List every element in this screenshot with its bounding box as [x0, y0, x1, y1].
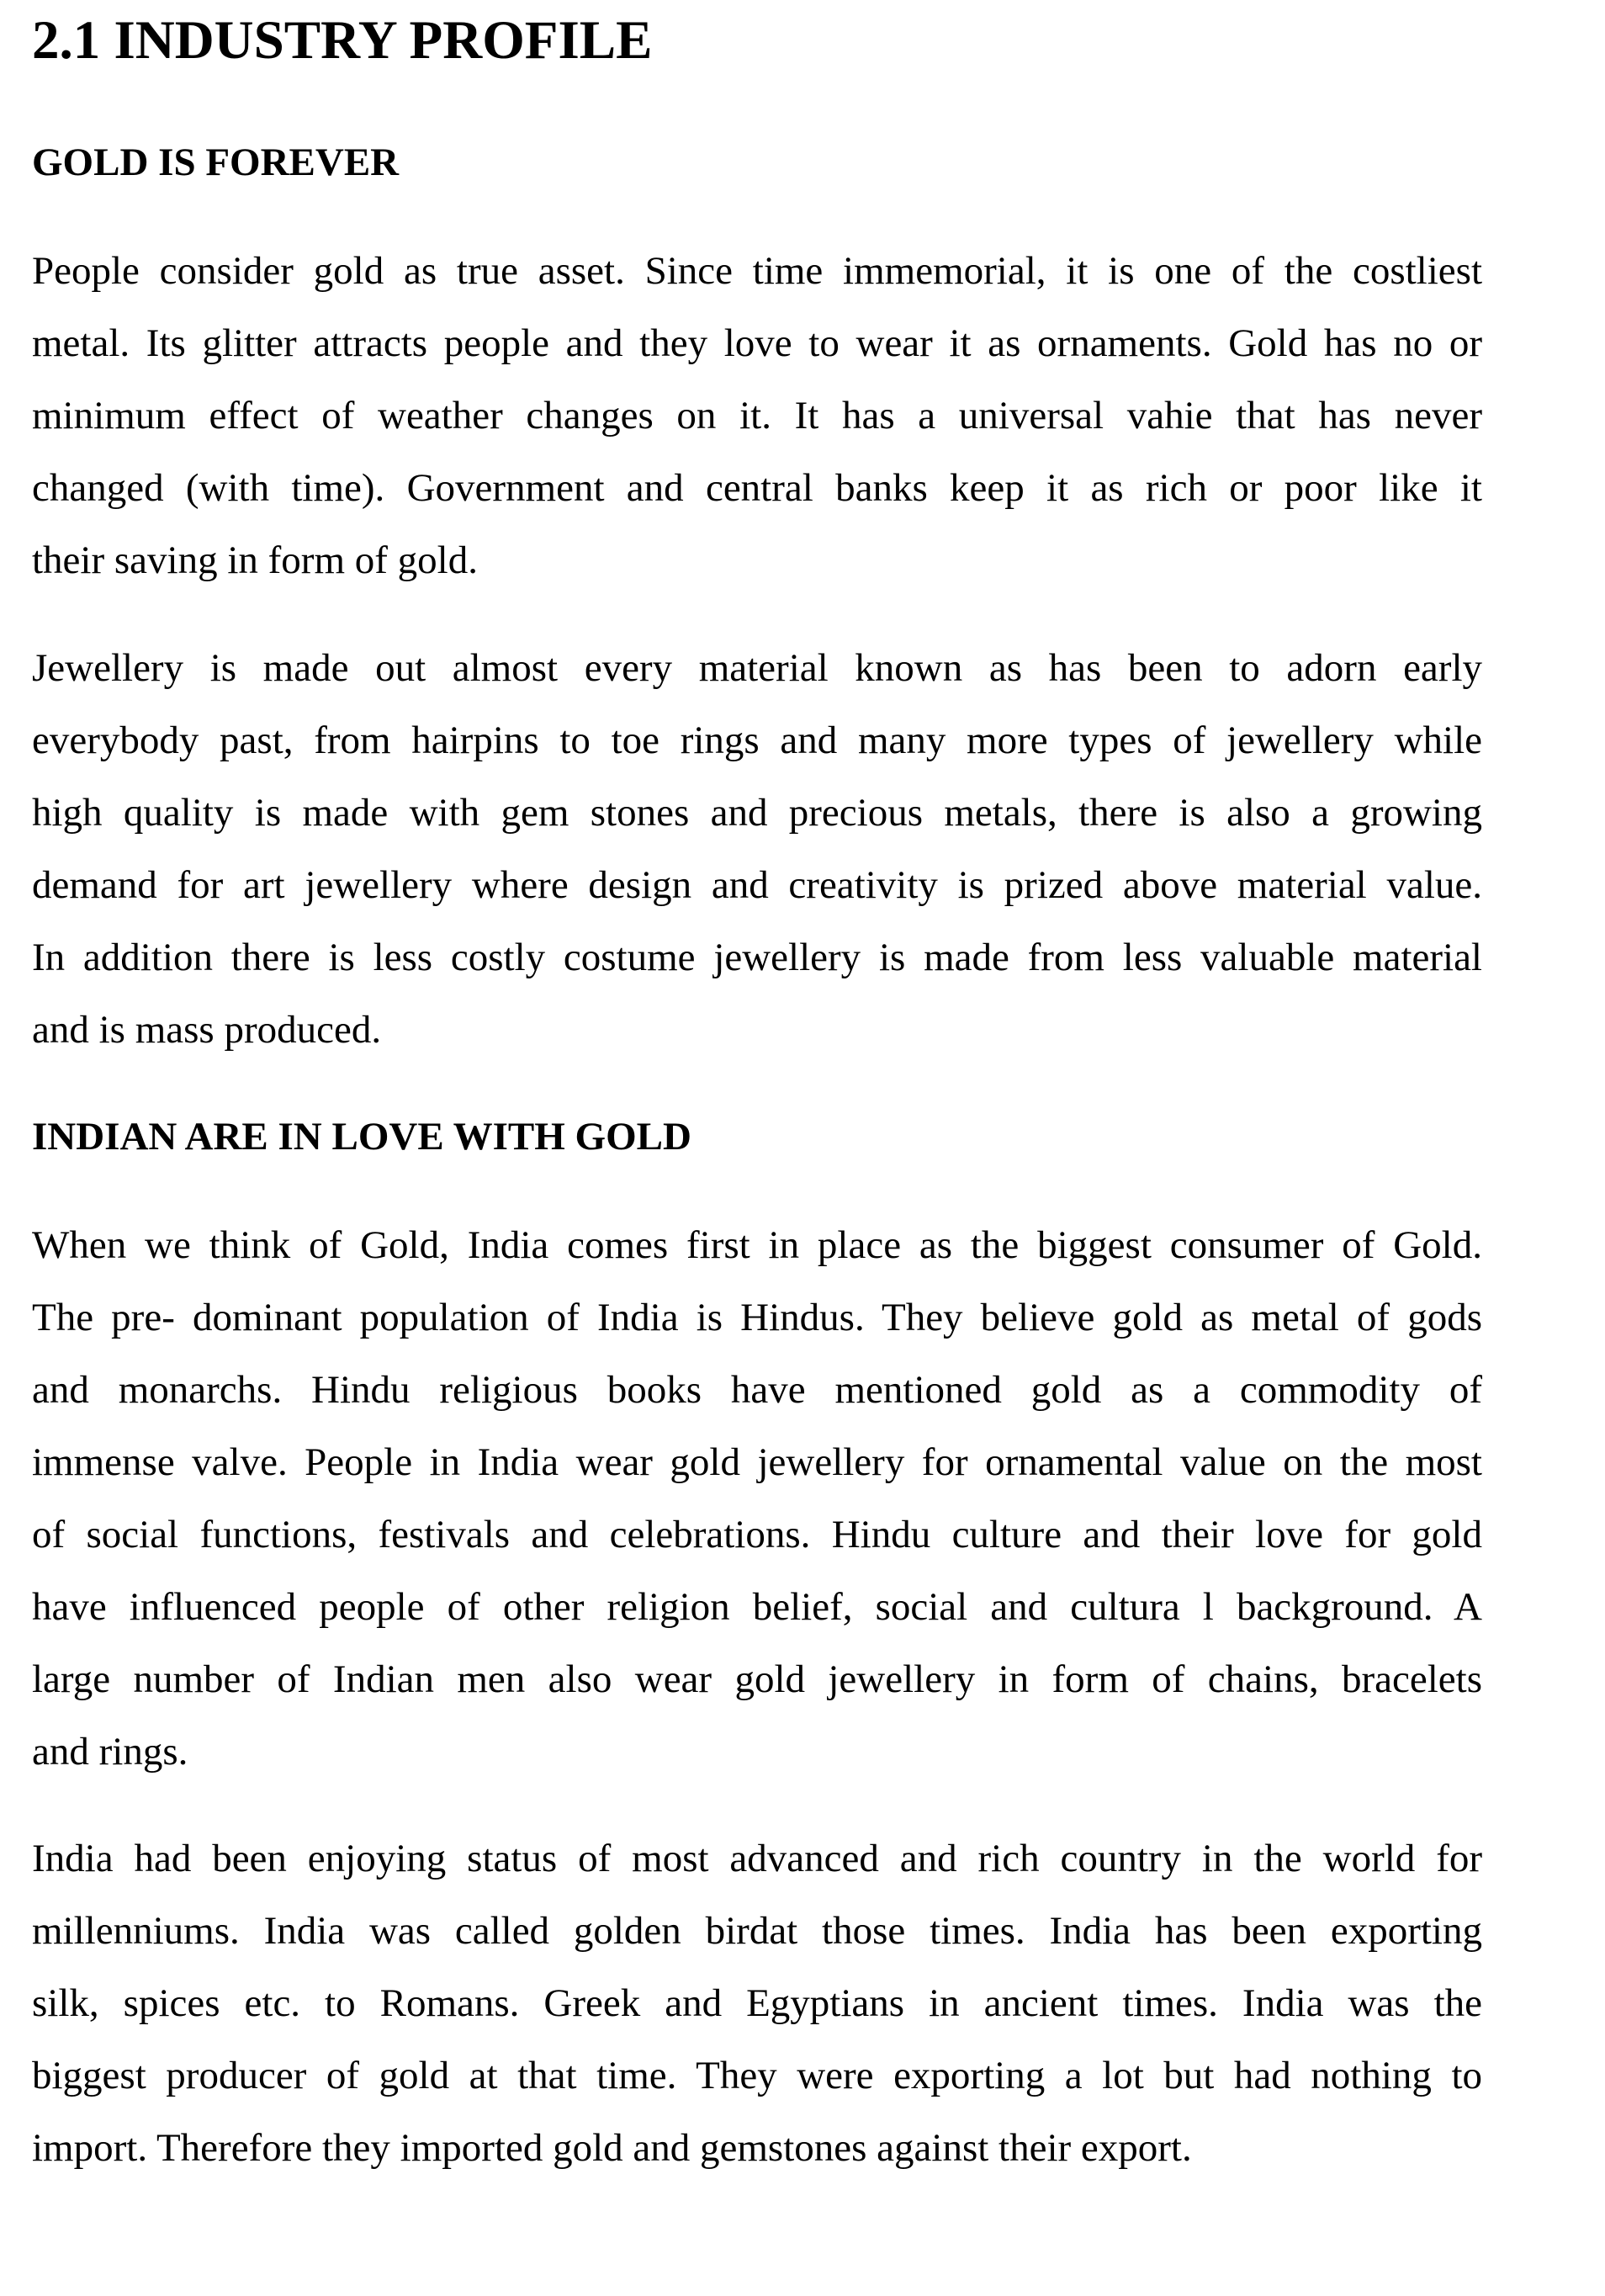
text-line: minimum effect of weather changes on it. It has a universal vahie that has never [32, 394, 1482, 437]
text-line: When we think of Gold, India comes first in place as the biggest consumer of Gold. [32, 1223, 1482, 1267]
text-line: millenniums. India was called golden birdat those times. India has been exporting [32, 1909, 1482, 1953]
text-line: and is mass produced. [32, 1008, 382, 1052]
paragraph-india-history [32, 1822, 1482, 2184]
text-line: silk, spices etc. to Romans. Greek and Egyptians in ancient times. India was the [32, 1981, 1482, 2025]
text-line: have influenced people of other religion belief, social and cultura l background. A [32, 1585, 1482, 1629]
text-line: of social functions, festivals and celebrations. Hindu culture and their love for gold [32, 1513, 1482, 1556]
text-line: demand for art jewellery where design and creativity is prized above material value. [32, 863, 1482, 907]
text-line: In addition there is less costly costume jewellery is made from less valuable material [32, 936, 1482, 979]
paragraph-jewellery-materials [32, 632, 1482, 1066]
text-line: India had been enjoying status of most advanced and rich country in the world for [32, 1837, 1482, 1880]
text-line: high quality is made with gem stones and precious metals, there is also a growing [32, 791, 1482, 835]
text-line: Jewellery is made out almost every material known as has been to adorn early [32, 646, 1482, 690]
text-line: The pre- dominant population of India is Hindus. They believe gold as metal of gods [32, 1296, 1482, 1339]
text-line: People consider gold as true asset. Since time immemorial, it is one of the costliest [32, 249, 1482, 293]
text-line: immense valve. People in India wear gold jewellery for ornamental value on the most [32, 1440, 1482, 1484]
text-line: large number of Indian men also wear gold jewellery in form of chains, bracelets [32, 1657, 1482, 1701]
text-line: their saving in form of gold. [32, 538, 478, 582]
text-line: everybody past, from hairpins to toe rings and many more types of jewellery while [32, 718, 1482, 762]
section-heading-indian-love-gold: INDIAN ARE IN LOVE WITH GOLD [32, 1115, 691, 1159]
paragraph-gold-asset [32, 235, 1482, 597]
text-line: metal. Its glitter attracts people and they love to wear it as ornaments. Gold has no or [32, 321, 1482, 365]
section-heading-gold-is-forever: GOLD IS FOREVER [32, 141, 400, 184]
text-line: import. Therefore they imported gold and gemstones against their export. [32, 2126, 1192, 2170]
paragraph-india-consumer [32, 1209, 1482, 1788]
text-line: and rings. [32, 1730, 188, 1774]
text-line: biggest producer of gold at that time. They were exporting a lot but had nothing to [32, 2054, 1482, 2097]
text-line: changed (with time). Government and central banks keep it as rich or poor like it [32, 466, 1482, 510]
page-title: 2.1 INDUSTRY PROFILE [32, 10, 653, 71]
text-line: and monarchs. Hindu religious books have mentioned gold as a commodity of [32, 1368, 1482, 1412]
